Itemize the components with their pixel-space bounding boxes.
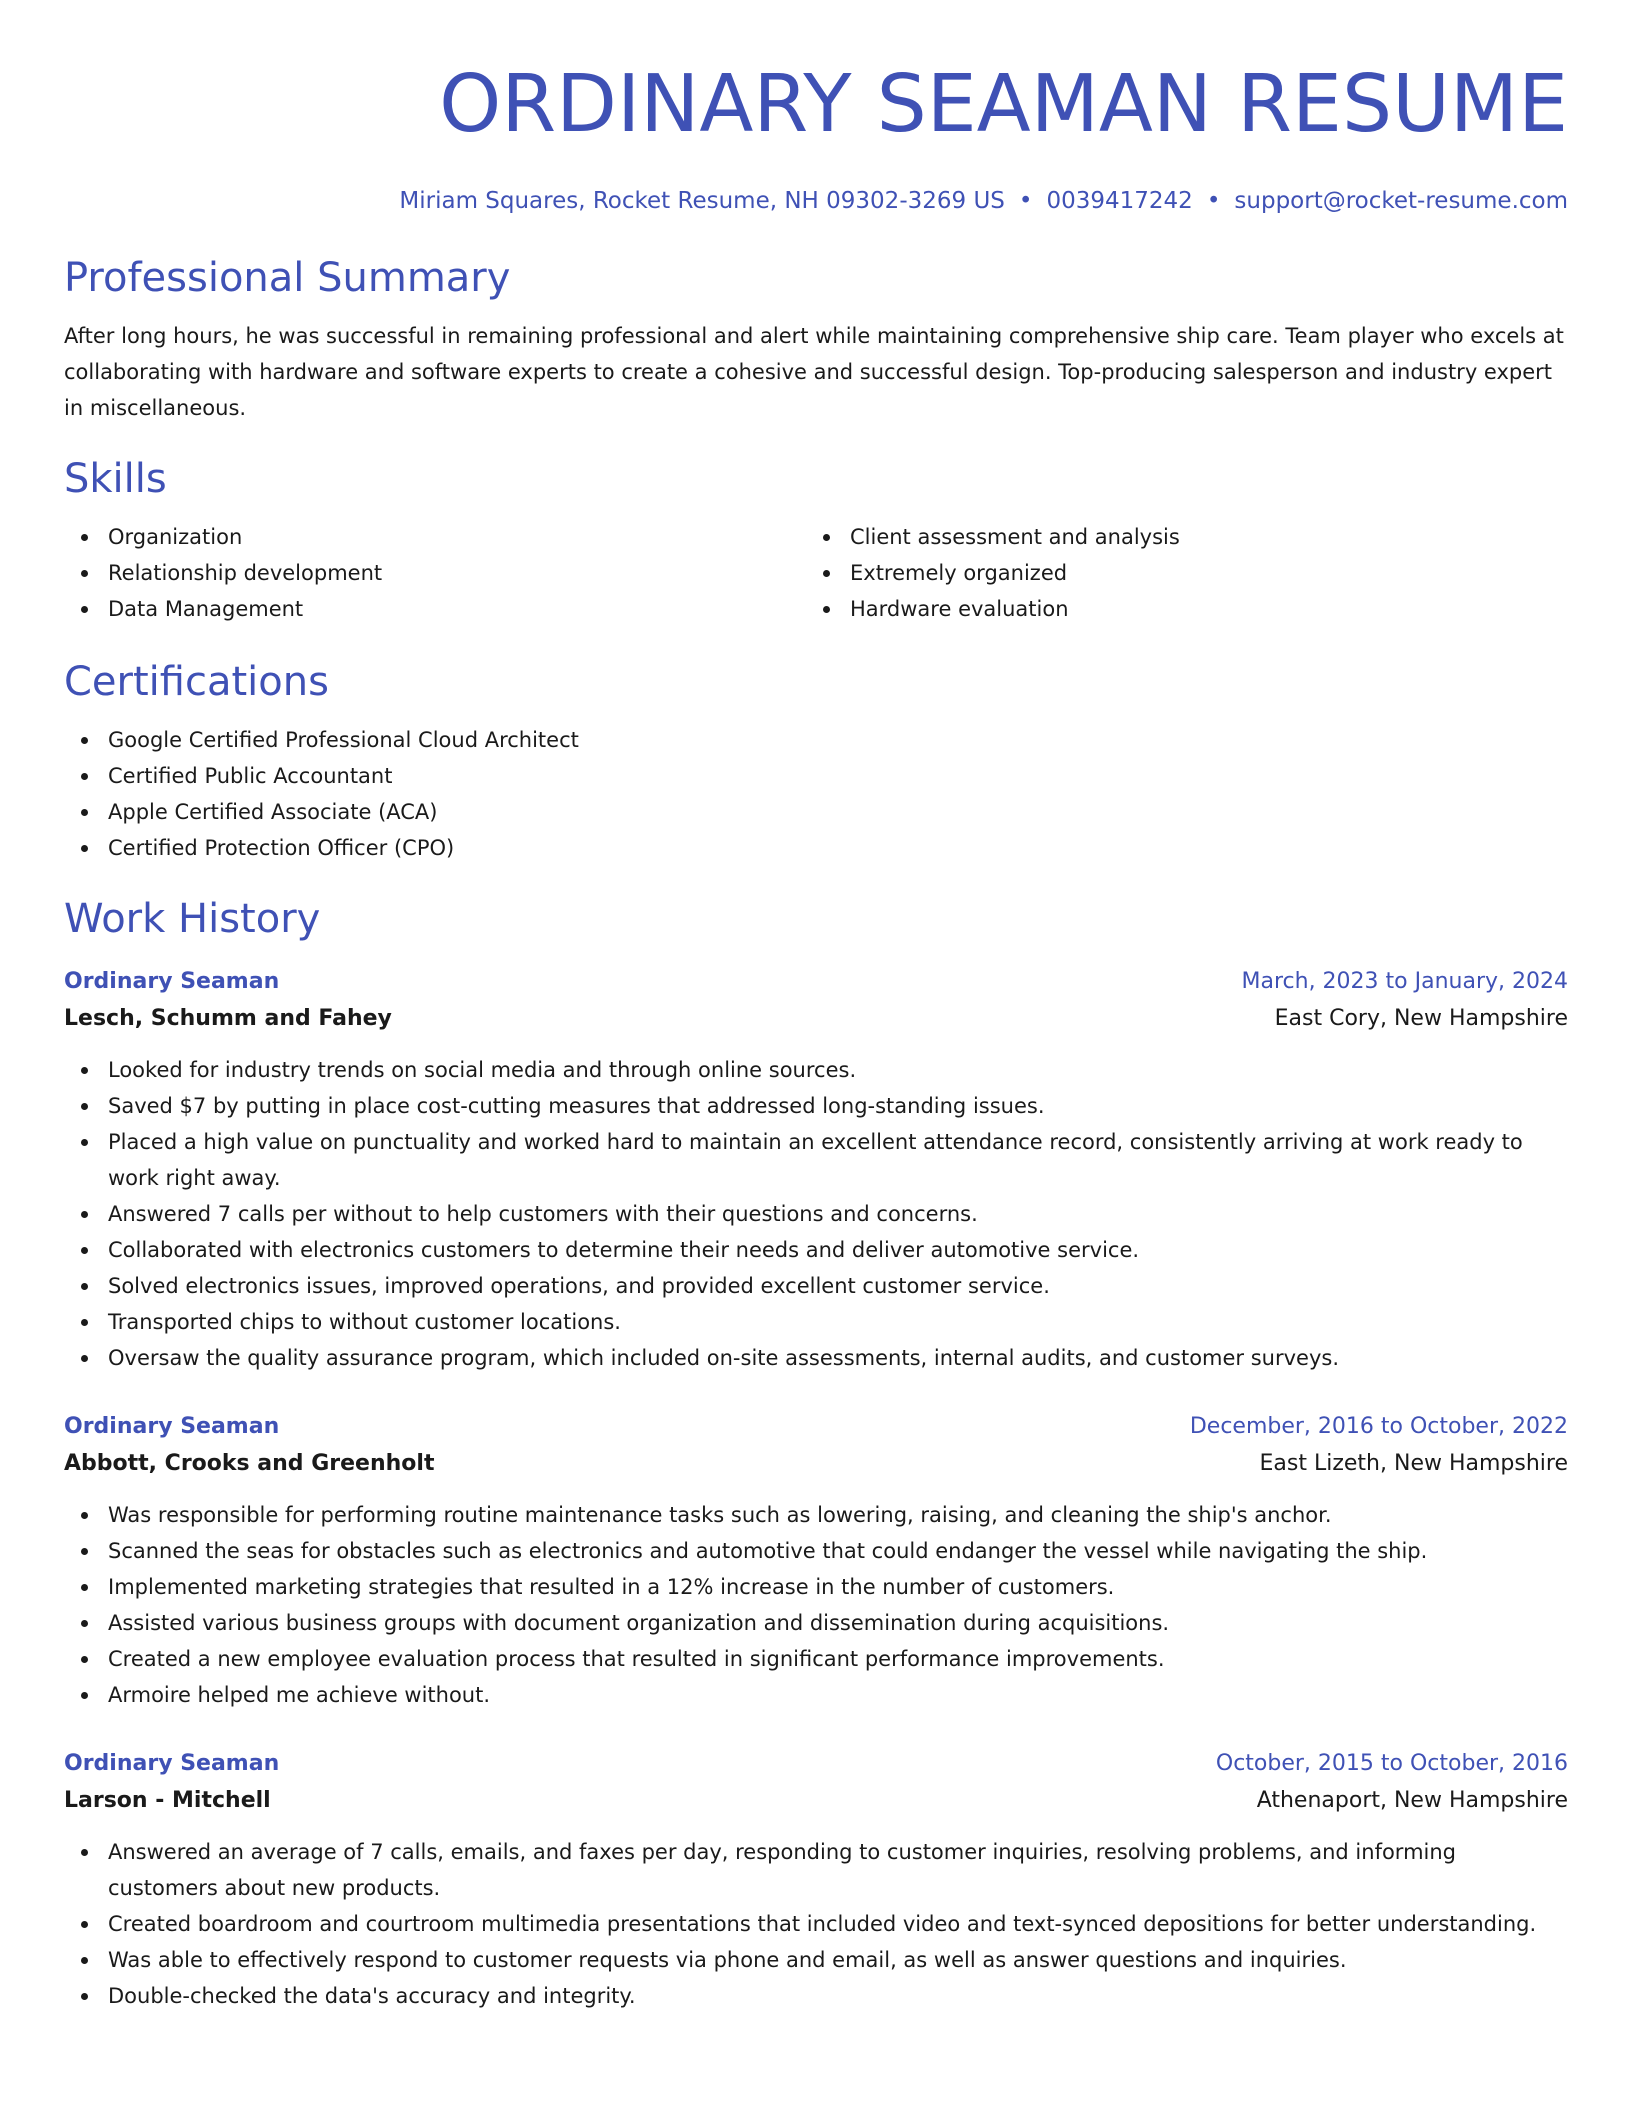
work-history-heading: Work History: [64, 896, 321, 942]
job-duty-item: Answered 7 calls per without to help customers with their questions and concerns.: [64, 1196, 1568, 1232]
job-location: Athenaport, New Hampshire: [1256, 1788, 1568, 1813]
job-entry: [64, 1409, 1568, 1713]
certification-item: Certified Protection Officer (CPO): [64, 830, 1568, 866]
skill-item: Hardware evaluation: [806, 591, 1548, 627]
skills-heading: Skills: [64, 456, 167, 502]
skills-column-right: [806, 519, 1548, 627]
job-duty-item: Implemented marketing strategies that resulted in a 12% increase in the number of customers.: [64, 1569, 1568, 1605]
job-duty-item: Saved $7 by putting in place cost-cutting measures that addressed long-standing issues.: [64, 1088, 1568, 1124]
resume-title: ORDINARY SEAMAN RESUME: [439, 58, 1568, 150]
certification-item: Apple Certified Associate (ACA): [64, 794, 1568, 830]
certification-item: Certified Public Accountant: [64, 758, 1568, 794]
job-header-row: [64, 1746, 1568, 1782]
job-dates: December, 2016 to October, 2022: [1189, 1414, 1568, 1439]
job-duties-list: [64, 1834, 1568, 2014]
job-duty-item: Armoire helped me achieve without.: [64, 1677, 1568, 1713]
summary-heading: Professional Summary: [64, 255, 511, 301]
job-duty-item: Answered an average of 7 calls, emails, and faxes per day, responding to customer inquiries, resolving problems, and informing customers about new products.: [64, 1834, 1568, 1906]
job-title: Ordinary Seaman: [64, 969, 280, 994]
skills-list-right: [806, 519, 1548, 627]
job-dates: March, 2023 to January, 2024: [1241, 969, 1568, 994]
job-employer-row: [64, 1782, 1568, 1820]
resume-page: [64, 0, 1568, 2014]
job-header-row: [64, 1409, 1568, 1445]
job-duty-item: Created boardroom and courtroom multimedia presentations that included video and text-synced depositions for better understanding.: [64, 1906, 1568, 1942]
skill-item: Relationship development: [64, 555, 806, 591]
job-duties-list: [64, 1497, 1568, 1713]
job-company: Abbott, Crooks and Greenholt: [64, 1451, 435, 1476]
skill-item: Client assessment and analysis: [806, 519, 1548, 555]
contact-address: Miriam Squares, Rocket Resume, NH 09302-3269 US: [399, 188, 1005, 214]
contact-phone: 0039417242: [1046, 188, 1193, 214]
job-duty-item: Double-checked the data's accuracy and integrity.: [64, 1978, 1568, 2014]
contact-separator: •: [1206, 188, 1221, 214]
job-duty-item: Was able to effectively respond to customer requests via phone and email, as well as answer questions and inquiries.: [64, 1942, 1568, 1978]
job-duty-item: Was responsible for performing routine maintenance tasks such as lowering, raising, and cleaning the ship's anchor.: [64, 1497, 1568, 1533]
job-title: Ordinary Seaman: [64, 1414, 280, 1439]
contact-line: [64, 185, 1568, 217]
skill-item: Extremely organized: [806, 555, 1548, 591]
certifications-list: [64, 722, 1568, 866]
job-duty-item: Assisted various business groups with document organization and dissemination during acquisitions.: [64, 1605, 1568, 1641]
job-duties-list: [64, 1052, 1568, 1376]
job-duty-item: Placed a high value on punctuality and worked hard to maintain an excellent attendance record, consistently arriving at work ready to work right away.: [64, 1124, 1568, 1196]
contact-separator: •: [1018, 188, 1033, 214]
job-duty-item: Scanned the seas for obstacles such as electronics and automotive that could endanger the vessel while navigating the ship.: [64, 1533, 1568, 1569]
skills-grid: [64, 519, 1568, 627]
job-duty-item: Solved electronics issues, improved operations, and provided excellent customer service.: [64, 1268, 1568, 1304]
job-location: East Cory, New Hampshire: [1274, 1006, 1568, 1031]
job-location: East Lizeth, New Hampshire: [1259, 1451, 1568, 1476]
job-entry: [64, 1746, 1568, 2014]
summary-text: After long hours, he was successful in remaining professional and alert while maintaining comprehensive ship care. Team player who excels at collaborating with hardware and software experts to create a cohesive and successful design. Top-producing salesperson and industry expert in miscellaneous.: [64, 324, 1564, 420]
contact-email[interactable]: support@rocket-resume.com: [1234, 188, 1568, 214]
job-duty-item: Created a new employee evaluation process that resulted in significant performance improvements.: [64, 1641, 1568, 1677]
job-duty-item: Transported chips to without customer locations.: [64, 1304, 1568, 1340]
skills-column-left: [64, 519, 806, 627]
job-company: Larson - Mitchell: [64, 1788, 271, 1813]
job-entry: [64, 964, 1568, 1376]
job-employer-row: [64, 1000, 1568, 1038]
job-duty-item: Collaborated with electronics customers to determine their needs and deliver automotive service.: [64, 1232, 1568, 1268]
certifications-heading: Certifications: [64, 659, 329, 705]
job-duty-item: Oversaw the quality assurance program, which included on-site assessments, internal audits, and customer surveys.: [64, 1340, 1568, 1376]
certification-item: Google Certified Professional Cloud Architect: [64, 722, 1568, 758]
job-title: Ordinary Seaman: [64, 1751, 280, 1776]
job-duty-item: Looked for industry trends on social media and through online sources.: [64, 1052, 1568, 1088]
skills-list-left: [64, 519, 806, 627]
job-company: Lesch, Schumm and Fahey: [64, 1006, 392, 1031]
skill-item: Data Management: [64, 591, 806, 627]
job-header-row: [64, 964, 1568, 1000]
job-employer-row: [64, 1445, 1568, 1483]
skill-item: Organization: [64, 519, 806, 555]
job-dates: October, 2015 to October, 2016: [1215, 1751, 1568, 1776]
